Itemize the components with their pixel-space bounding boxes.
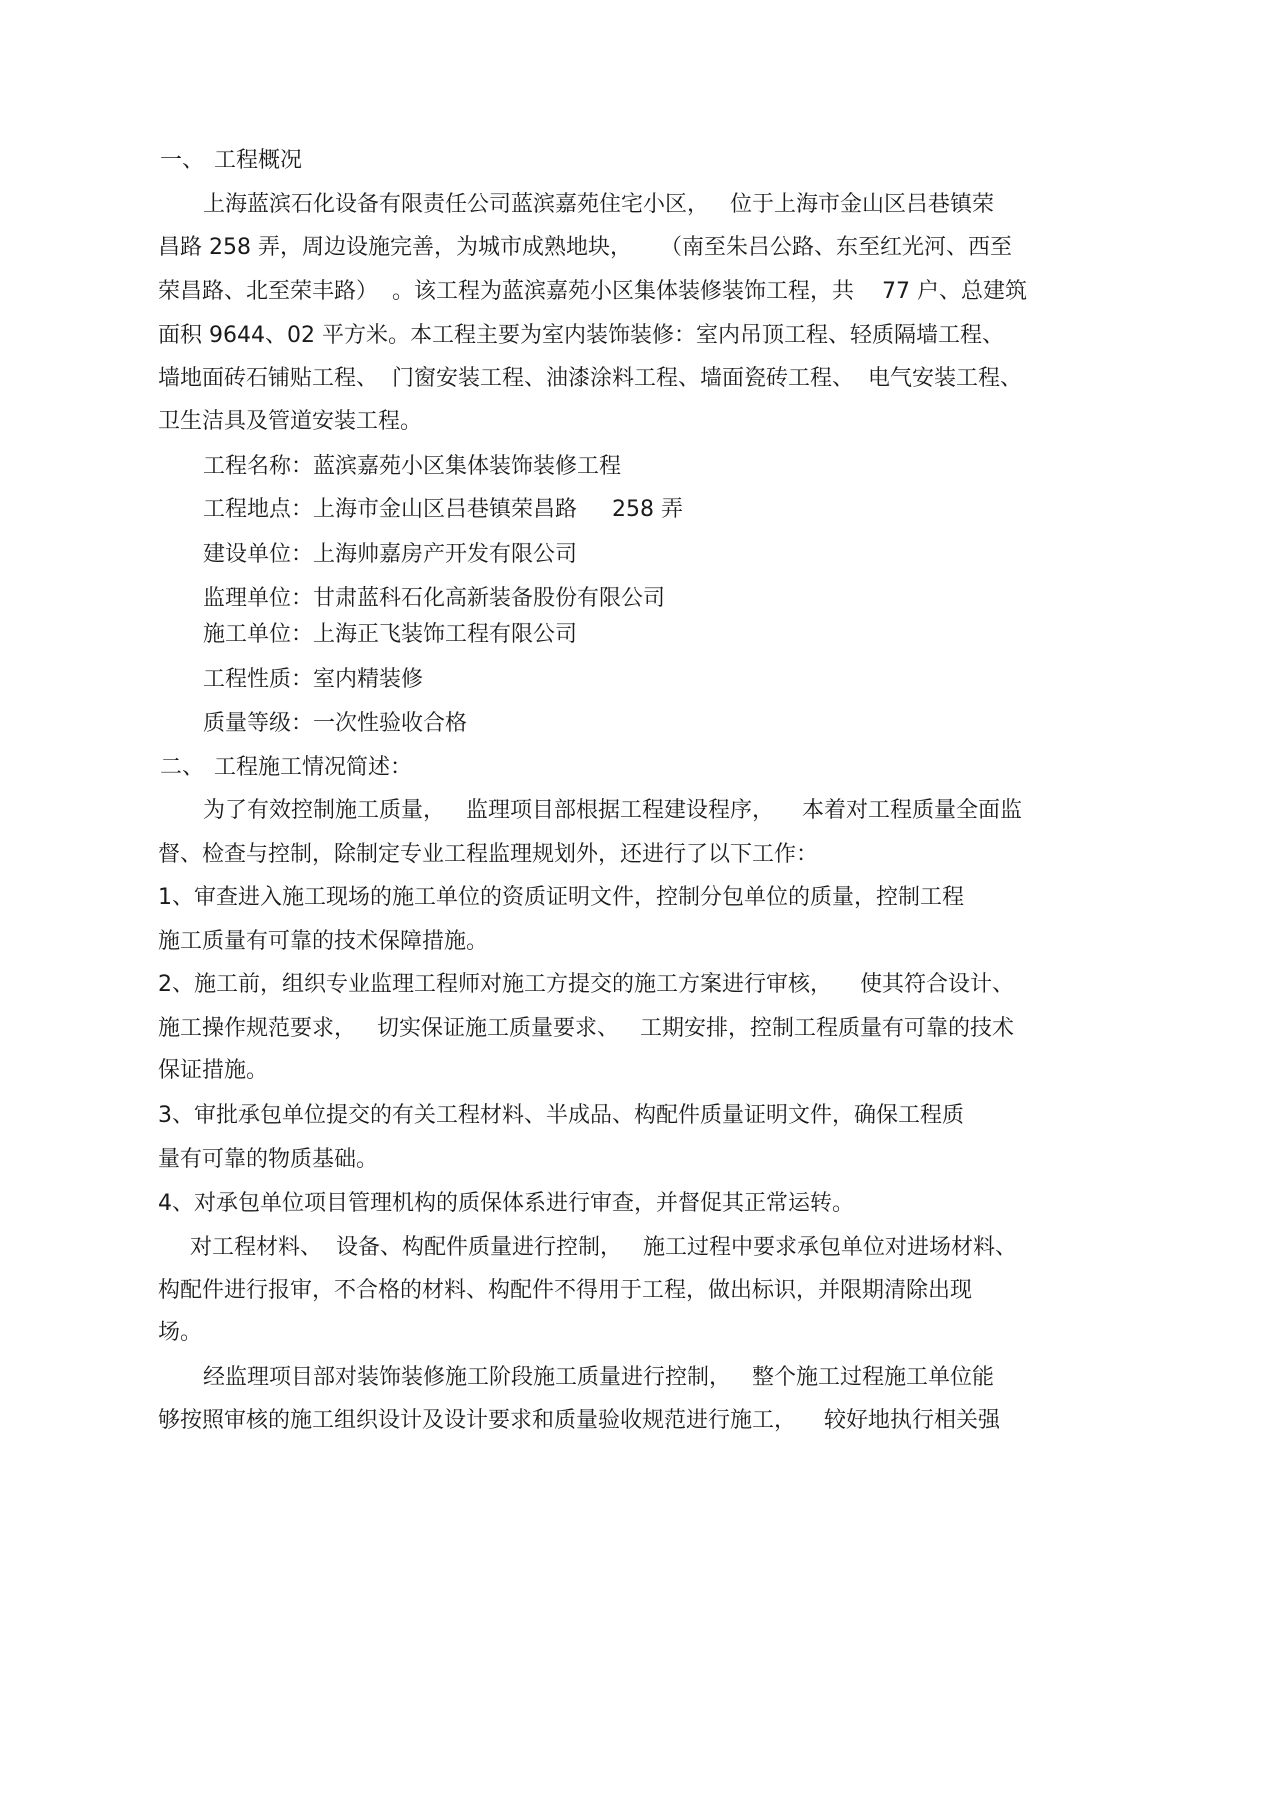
body-line-13: 场。 <box>158 1320 203 1345</box>
body-line-2: 督、检查与控制，除制定专业工程监理规划外，还进行了以下工作： <box>158 842 819 867</box>
body-line-9: 量有可靠的物质基础。 <box>158 1147 379 1172</box>
body-line-3: 1、审查进入施工现场的施工单位的资质证明文件，控制分包单位的质量，控制工程 <box>158 885 964 910</box>
intro-line-3: 荣昌路、北至荣丰路） 。该工程为蓝滨嘉苑小区集体装修装饰工程，共 77 户、总建筑 <box>158 279 1027 304</box>
intro-line-6: 卫生洁具及管道安装工程。 <box>158 409 423 434</box>
info-supervision-unit: 监理单位：甘肃蓝科石化高新装备股份有限公司 <box>203 586 666 611</box>
section-2-heading: 工程施工情况简述： <box>214 755 413 780</box>
body-line-10: 4、对承包单位项目管理机构的质保体系进行审查，并督促其正常运转。 <box>158 1191 854 1216</box>
intro-line-4: 面积 9644、02 平方米。本工程主要为室内装饰装修：室内吊顶工程、轻质隔墙工程、 <box>158 323 1004 348</box>
info-project-location: 工程地点：上海市金山区吕巷镇荣昌路 258 弄 <box>203 497 683 522</box>
body-line-14: 经监理项目部对装饰装修施工阶段施工质量进行控制， 整个施工过程施工单位能 <box>203 1365 994 1390</box>
body-line-15: 够按照审核的施工组织设计及设计要求和质量验收规范进行施工， 较好地执行相关强 <box>158 1408 1000 1433</box>
info-contractor-unit: 施工单位：上海正飞装饰工程有限公司 <box>203 622 578 647</box>
info-quality-grade: 质量等级：一次性验收合格 <box>203 711 468 736</box>
body-line-6: 施工操作规范要求， 切实保证施工质量要求、 工期安排，控制工程质量有可靠的技术 <box>158 1016 1014 1041</box>
section-2-heading-number: 二、 <box>160 755 205 780</box>
intro-line-5: 墙地面砖石铺贴工程、 门窗安装工程、油漆涂料工程、墙面瓷砖工程、 电气安装工程、 <box>158 366 1022 391</box>
body-line-12: 构配件进行报审，不合格的材料、构配件不得用于工程，做出标识，并限期清除出现 <box>158 1278 973 1303</box>
body-line-8: 3、审批承包单位提交的有关工程材料、半成品、构配件质量证明文件，确保工程质 <box>158 1103 964 1128</box>
body-line-7: 保证措施。 <box>158 1058 269 1083</box>
section-1-heading: 工程概况 <box>214 148 303 173</box>
body-line-1: 为了有效控制施工质量， 监理项目部根据工程建设程序， 本着对工程质量全面监 <box>203 798 1022 823</box>
body-line-11: 对工程材料、 设备、构配件质量进行控制， 施工过程中要求承包单位对进场材料、 <box>190 1235 1017 1260</box>
info-project-nature: 工程性质：室内精装修 <box>203 667 424 692</box>
body-line-4: 施工质量有可靠的技术保障措施。 <box>158 929 489 954</box>
info-construction-unit: 建设单位：上海帅嘉房产开发有限公司 <box>203 542 578 567</box>
section-1-heading-number: 一、 <box>160 148 205 173</box>
intro-line-1: 上海蓝滨石化设备有限责任公司蓝滨嘉苑住宅小区， 位于上海市金山区吕巷镇荣 <box>203 192 994 217</box>
intro-line-2: 昌路 258 弄，周边设施完善，为城市成熟地块， （南至朱吕公路、东至红光河、西至 <box>158 235 1012 260</box>
info-project-name: 工程名称：蓝滨嘉苑小区集体装饰装修工程 <box>203 454 622 479</box>
body-line-5: 2、施工前，组织专业监理工程师对施工方提交的施工方案进行审核， 使其符合设计、 <box>158 972 1014 997</box>
